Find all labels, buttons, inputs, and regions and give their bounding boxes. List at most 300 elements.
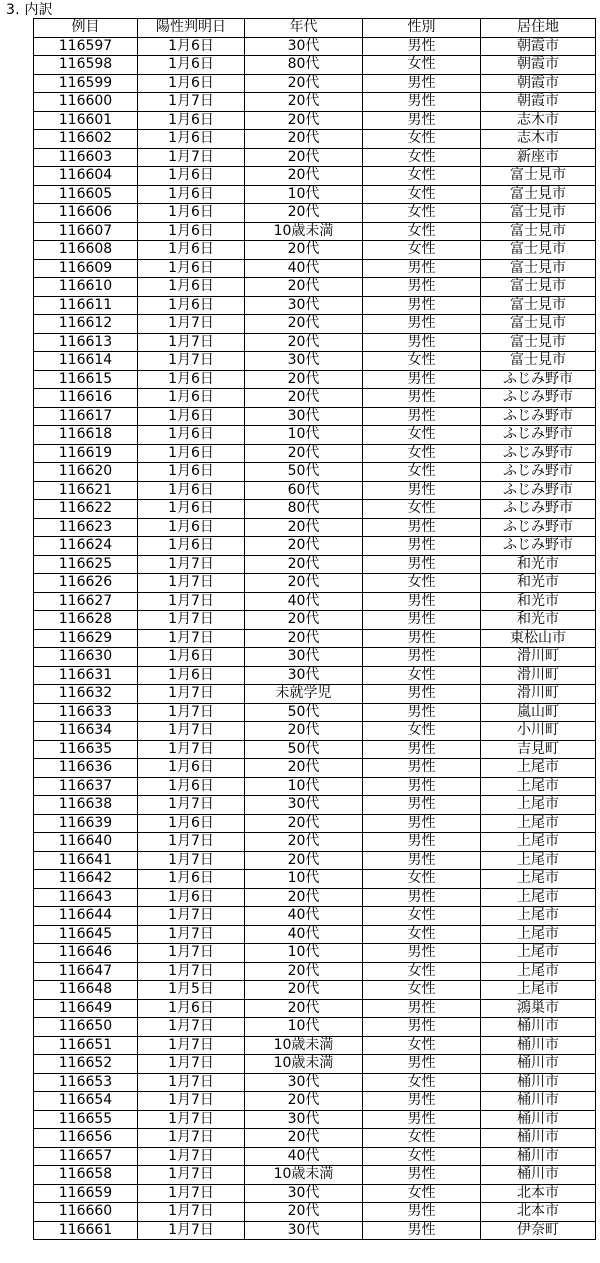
case-number-cell: 116631 [34, 666, 138, 685]
positive-date-cell: 1月7日 [138, 1018, 245, 1037]
table-row [34, 278, 596, 297]
table-row [34, 463, 596, 482]
positive-date-cell: 1月7日 [138, 1203, 245, 1222]
positive-date-cell: 1月7日 [138, 1221, 245, 1240]
residence-cell: 和光市 [481, 555, 596, 574]
residence-cell: ふじみ野市 [481, 500, 596, 519]
case-number-cell: 116642 [34, 870, 138, 889]
residence-cell: 上尾市 [481, 870, 596, 889]
sex-cell: 男性 [363, 999, 481, 1018]
case-number-cell: 116617 [34, 407, 138, 426]
table-row [34, 407, 596, 426]
table-row [34, 666, 596, 685]
case-number-cell: 116622 [34, 500, 138, 519]
positive-date-cell: 1月6日 [138, 74, 245, 93]
age-group-cell: 10代 [245, 944, 363, 963]
age-group-cell: 20代 [245, 611, 363, 630]
table-row [34, 481, 596, 500]
sex-cell: 男性 [363, 1221, 481, 1240]
age-group-cell: 10代 [245, 870, 363, 889]
positive-date-cell: 1月7日 [138, 1092, 245, 1111]
case-number-cell: 116607 [34, 222, 138, 241]
case-number-cell: 116638 [34, 796, 138, 815]
positive-date-cell: 1月7日 [138, 1147, 245, 1166]
residence-cell: 小川町 [481, 722, 596, 741]
positive-date-cell: 1月7日 [138, 740, 245, 759]
table-row [34, 74, 596, 93]
sex-cell: 男性 [363, 703, 481, 722]
sex-cell: 男性 [363, 777, 481, 796]
sex-cell: 女性 [363, 962, 481, 981]
sex-cell: 男性 [363, 685, 481, 704]
case-number-cell: 116602 [34, 130, 138, 149]
table-row [34, 1147, 596, 1166]
table-row [34, 93, 596, 112]
table-row [34, 1221, 596, 1240]
sex-cell: 男性 [363, 555, 481, 574]
age-group-cell: 30代 [245, 648, 363, 667]
case-number-cell: 116632 [34, 685, 138, 704]
case-number-cell: 116634 [34, 722, 138, 741]
residence-cell: 朝霞市 [481, 37, 596, 56]
case-number-cell: 116659 [34, 1184, 138, 1203]
positive-date-cell: 1月6日 [138, 481, 245, 500]
age-group-cell: 20代 [245, 629, 363, 648]
age-group-cell: 20代 [245, 851, 363, 870]
positive-date-cell: 1月7日 [138, 1184, 245, 1203]
case-number-cell: 116651 [34, 1036, 138, 1055]
sex-cell: 男性 [363, 833, 481, 852]
table-row [34, 444, 596, 463]
case-number-cell: 116608 [34, 241, 138, 260]
age-group-cell: 40代 [245, 592, 363, 611]
table-row [34, 1092, 596, 1111]
age-group-cell: 20代 [245, 555, 363, 574]
case-table [33, 18, 596, 1240]
age-group-cell: 40代 [245, 259, 363, 278]
positive-date-cell: 1月7日 [138, 703, 245, 722]
sex-cell: 女性 [363, 1073, 481, 1092]
positive-date-cell: 1月7日 [138, 1055, 245, 1074]
sex-cell: 女性 [363, 352, 481, 371]
case-number-cell: 116640 [34, 833, 138, 852]
residence-cell: 志木市 [481, 111, 596, 130]
table-row [34, 222, 596, 241]
age-group-cell: 10歳未満 [245, 1166, 363, 1185]
sex-cell: 男性 [363, 814, 481, 833]
sex-cell: 女性 [363, 56, 481, 75]
table-body [34, 37, 596, 1240]
residence-cell: 新座市 [481, 148, 596, 167]
case-number-cell: 116621 [34, 481, 138, 500]
sex-cell: 男性 [363, 740, 481, 759]
age-group-cell: 20代 [245, 167, 363, 186]
case-number-cell: 116600 [34, 93, 138, 112]
age-group-cell: 20代 [245, 130, 363, 149]
residence-cell: 上尾市 [481, 851, 596, 870]
case-number-cell: 116652 [34, 1055, 138, 1074]
sex-cell: 男性 [363, 259, 481, 278]
sex-cell: 男性 [363, 944, 481, 963]
sex-cell: 男性 [363, 629, 481, 648]
residence-cell: 富士見市 [481, 222, 596, 241]
age-group-cell: 30代 [245, 1110, 363, 1129]
age-group-cell: 20代 [245, 333, 363, 352]
age-group-cell: 20代 [245, 241, 363, 260]
case-number-cell: 116661 [34, 1221, 138, 1240]
age-group-cell: 20代 [245, 370, 363, 389]
positive-date-cell: 1月7日 [138, 315, 245, 334]
age-group-cell: 20代 [245, 999, 363, 1018]
positive-date-cell: 1月6日 [138, 759, 245, 778]
age-group-cell: 20代 [245, 981, 363, 1000]
sex-cell: 女性 [363, 1147, 481, 1166]
case-number-cell: 116628 [34, 611, 138, 630]
positive-date-cell: 1月7日 [138, 93, 245, 112]
table-row [34, 796, 596, 815]
age-group-cell: 20代 [245, 444, 363, 463]
case-number-cell: 116606 [34, 204, 138, 223]
table-row [34, 185, 596, 204]
residence-cell: ふじみ野市 [481, 518, 596, 537]
case-number-cell: 116646 [34, 944, 138, 963]
case-number-cell: 116657 [34, 1147, 138, 1166]
table-row [34, 962, 596, 981]
positive-date-cell: 1月6日 [138, 278, 245, 297]
table-row [34, 37, 596, 56]
positive-date-cell: 1月7日 [138, 944, 245, 963]
positive-date-cell: 1月7日 [138, 796, 245, 815]
case-number-cell: 116644 [34, 907, 138, 926]
table-row [34, 907, 596, 926]
age-group-cell: 80代 [245, 500, 363, 519]
case-number-cell: 116623 [34, 518, 138, 537]
section-title: 3. 内訳 [6, 2, 53, 18]
table-row [34, 1036, 596, 1055]
table-row [34, 56, 596, 75]
sex-cell: 男性 [363, 759, 481, 778]
residence-cell: 上尾市 [481, 777, 596, 796]
age-group-cell: 20代 [245, 148, 363, 167]
positive-date-cell: 1月7日 [138, 1073, 245, 1092]
case-number-cell: 116614 [34, 352, 138, 371]
age-group-cell: 30代 [245, 1221, 363, 1240]
residence-cell: ふじみ野市 [481, 537, 596, 556]
residence-cell: 北本市 [481, 1203, 596, 1222]
age-group-cell: 20代 [245, 962, 363, 981]
sex-cell: 男性 [363, 389, 481, 408]
positive-date-cell: 1月6日 [138, 222, 245, 241]
case-number-cell: 116654 [34, 1092, 138, 1111]
case-number-cell: 116605 [34, 185, 138, 204]
age-group-cell: 20代 [245, 759, 363, 778]
residence-cell: 滑川町 [481, 685, 596, 704]
case-number-cell: 116653 [34, 1073, 138, 1092]
residence-cell: 朝霞市 [481, 56, 596, 75]
residence-cell: 富士見市 [481, 315, 596, 334]
residence-cell: 富士見市 [481, 167, 596, 186]
sex-cell: 男性 [363, 648, 481, 667]
residence-cell: 富士見市 [481, 352, 596, 371]
table-row [34, 370, 596, 389]
case-number-cell: 116637 [34, 777, 138, 796]
case-number-cell: 116647 [34, 962, 138, 981]
age-group-cell: 10歳未満 [245, 1036, 363, 1055]
positive-date-cell: 1月7日 [138, 1129, 245, 1148]
case-number-cell: 116611 [34, 296, 138, 315]
case-number-cell: 116624 [34, 537, 138, 556]
sex-cell: 女性 [363, 722, 481, 741]
residence-cell: 上尾市 [481, 962, 596, 981]
residence-cell: 鴻巣市 [481, 999, 596, 1018]
sex-cell: 女性 [363, 981, 481, 1000]
positive-date-cell: 1月7日 [138, 1036, 245, 1055]
positive-date-cell: 1月6日 [138, 870, 245, 889]
residence-cell: ふじみ野市 [481, 426, 596, 445]
positive-date-cell: 1月6日 [138, 648, 245, 667]
residence-cell: 富士見市 [481, 333, 596, 352]
sex-cell: 男性 [363, 1203, 481, 1222]
age-group-cell: 10代 [245, 777, 363, 796]
case-number-cell: 116641 [34, 851, 138, 870]
case-number-cell: 116649 [34, 999, 138, 1018]
positive-date-cell: 1月6日 [138, 407, 245, 426]
sex-cell: 男性 [363, 1055, 481, 1074]
sex-cell: 女性 [363, 1129, 481, 1148]
sex-cell: 男性 [363, 370, 481, 389]
table-row [34, 167, 596, 186]
table-row [34, 999, 596, 1018]
residence-cell: ふじみ野市 [481, 444, 596, 463]
table-row [34, 703, 596, 722]
sex-cell: 男性 [363, 851, 481, 870]
positive-date-cell: 1月7日 [138, 574, 245, 593]
residence-cell: ふじみ野市 [481, 370, 596, 389]
sex-cell: 女性 [363, 666, 481, 685]
age-group-cell: 20代 [245, 833, 363, 852]
residence-cell: 上尾市 [481, 907, 596, 926]
age-group-cell: 30代 [245, 296, 363, 315]
sex-cell: 男性 [363, 796, 481, 815]
sex-cell: 男性 [363, 315, 481, 334]
positive-date-cell: 1月7日 [138, 925, 245, 944]
sex-cell: 男性 [363, 888, 481, 907]
positive-date-cell: 1月7日 [138, 333, 245, 352]
residence-cell: 富士見市 [481, 296, 596, 315]
table-row [34, 740, 596, 759]
residence-cell: 和光市 [481, 611, 596, 630]
case-number-cell: 116626 [34, 574, 138, 593]
table-row [34, 204, 596, 223]
age-group-cell: 20代 [245, 389, 363, 408]
table-row [34, 241, 596, 260]
positive-date-cell: 1月7日 [138, 833, 245, 852]
residence-cell: 朝霞市 [481, 74, 596, 93]
age-group-cell: 20代 [245, 315, 363, 334]
residence-cell: ふじみ野市 [481, 389, 596, 408]
table-row [34, 870, 596, 889]
sex-cell: 男性 [363, 333, 481, 352]
case-number-cell: 116618 [34, 426, 138, 445]
table-row [34, 1184, 596, 1203]
sex-cell: 女性 [363, 1036, 481, 1055]
sex-cell: 男性 [363, 611, 481, 630]
residence-cell: 北本市 [481, 1184, 596, 1203]
case-number-cell: 116615 [34, 370, 138, 389]
sex-cell: 男性 [363, 1110, 481, 1129]
residence-cell: 桶川市 [481, 1166, 596, 1185]
positive-date-cell: 1月7日 [138, 907, 245, 926]
table-row [34, 592, 596, 611]
positive-date-cell: 1月6日 [138, 130, 245, 149]
table-row [34, 1166, 596, 1185]
sex-cell: 男性 [363, 296, 481, 315]
sex-cell: 女性 [363, 204, 481, 223]
residence-cell: ふじみ野市 [481, 481, 596, 500]
age-group-cell: 30代 [245, 407, 363, 426]
age-group-cell: 20代 [245, 74, 363, 93]
age-group-cell: 50代 [245, 463, 363, 482]
case-number-cell: 116655 [34, 1110, 138, 1129]
residence-cell: 嵐山町 [481, 703, 596, 722]
sex-cell: 男性 [363, 1092, 481, 1111]
age-group-cell: 30代 [245, 37, 363, 56]
table-row [34, 333, 596, 352]
table-row [34, 888, 596, 907]
age-group-cell: 20代 [245, 278, 363, 297]
sex-cell: 女性 [363, 148, 481, 167]
sex-cell: 女性 [363, 426, 481, 445]
residence-cell: 桶川市 [481, 1110, 596, 1129]
table-row [34, 1129, 596, 1148]
table-row [34, 426, 596, 445]
residence-cell: 和光市 [481, 574, 596, 593]
residence-cell: 桶川市 [481, 1129, 596, 1148]
table-row [34, 648, 596, 667]
residence-cell: 東松山市 [481, 629, 596, 648]
age-group-cell: 20代 [245, 1203, 363, 1222]
positive-date-cell: 1月7日 [138, 592, 245, 611]
residence-cell: 滑川町 [481, 666, 596, 685]
age-group-cell: 50代 [245, 703, 363, 722]
positive-date-cell: 1月6日 [138, 389, 245, 408]
case-number-cell: 116658 [34, 1166, 138, 1185]
table-row [34, 296, 596, 315]
age-group-cell: 80代 [245, 56, 363, 75]
positive-date-cell: 1月6日 [138, 56, 245, 75]
residence-cell: 上尾市 [481, 833, 596, 852]
sex-cell: 女性 [363, 574, 481, 593]
positive-date-cell: 1月7日 [138, 352, 245, 371]
sex-cell: 男性 [363, 278, 481, 297]
case-number-cell: 116627 [34, 592, 138, 611]
positive-date-cell: 1月6日 [138, 296, 245, 315]
case-number-cell: 116612 [34, 315, 138, 334]
age-group-cell: 未就学児 [245, 685, 363, 704]
age-group-cell: 20代 [245, 814, 363, 833]
case-number-cell: 116619 [34, 444, 138, 463]
table-row [34, 685, 596, 704]
table-row [34, 130, 596, 149]
age-group-cell: 20代 [245, 1092, 363, 1111]
sex-cell: 女性 [363, 925, 481, 944]
case-number-cell: 116610 [34, 278, 138, 297]
positive-date-cell: 1月7日 [138, 851, 245, 870]
residence-cell: 富士見市 [481, 278, 596, 297]
header-sex: 性別 [363, 19, 481, 38]
positive-date-cell: 1月7日 [138, 1110, 245, 1129]
positive-date-cell: 1月6日 [138, 888, 245, 907]
sex-cell: 女性 [363, 870, 481, 889]
case-number-cell: 116601 [34, 111, 138, 130]
table-row [34, 555, 596, 574]
positive-date-cell: 1月6日 [138, 259, 245, 278]
age-group-cell: 30代 [245, 1184, 363, 1203]
positive-date-cell: 1月6日 [138, 370, 245, 389]
table-row [34, 833, 596, 852]
age-group-cell: 30代 [245, 352, 363, 371]
sex-cell: 男性 [363, 481, 481, 500]
positive-date-cell: 1月6日 [138, 999, 245, 1018]
case-number-cell: 116635 [34, 740, 138, 759]
positive-date-cell: 1月7日 [138, 1166, 245, 1185]
age-group-cell: 20代 [245, 93, 363, 112]
sex-cell: 女性 [363, 130, 481, 149]
table-row [34, 574, 596, 593]
positive-date-cell: 1月6日 [138, 37, 245, 56]
table-row [34, 944, 596, 963]
residence-cell: 桶川市 [481, 1018, 596, 1037]
table-row [34, 1055, 596, 1074]
positive-date-cell: 1月7日 [138, 148, 245, 167]
table-row [34, 611, 596, 630]
case-number-cell: 116609 [34, 259, 138, 278]
case-number-cell: 116597 [34, 37, 138, 56]
residence-cell: ふじみ野市 [481, 407, 596, 426]
positive-date-cell: 1月7日 [138, 685, 245, 704]
age-group-cell: 30代 [245, 796, 363, 815]
sex-cell: 男性 [363, 1018, 481, 1037]
positive-date-cell: 1月6日 [138, 777, 245, 796]
table-row [34, 851, 596, 870]
residence-cell: ふじみ野市 [481, 463, 596, 482]
residence-cell: 桶川市 [481, 1147, 596, 1166]
residence-cell: 朝霞市 [481, 93, 596, 112]
residence-cell: 上尾市 [481, 981, 596, 1000]
table-row [34, 759, 596, 778]
case-number-cell: 116603 [34, 148, 138, 167]
sex-cell: 女性 [363, 167, 481, 186]
table-row [34, 500, 596, 519]
table-row [34, 352, 596, 371]
case-number-cell: 116630 [34, 648, 138, 667]
residence-cell: 桶川市 [481, 1092, 596, 1111]
case-number-cell: 116620 [34, 463, 138, 482]
case-number-cell: 116639 [34, 814, 138, 833]
age-group-cell: 40代 [245, 1147, 363, 1166]
table-row [34, 925, 596, 944]
positive-date-cell: 1月6日 [138, 518, 245, 537]
table-row [34, 111, 596, 130]
case-number-cell: 116625 [34, 555, 138, 574]
sex-cell: 男性 [363, 537, 481, 556]
table-row [34, 148, 596, 167]
residence-cell: 上尾市 [481, 759, 596, 778]
positive-date-cell: 1月6日 [138, 426, 245, 445]
table-row [34, 981, 596, 1000]
age-group-cell: 20代 [245, 204, 363, 223]
age-group-cell: 30代 [245, 666, 363, 685]
